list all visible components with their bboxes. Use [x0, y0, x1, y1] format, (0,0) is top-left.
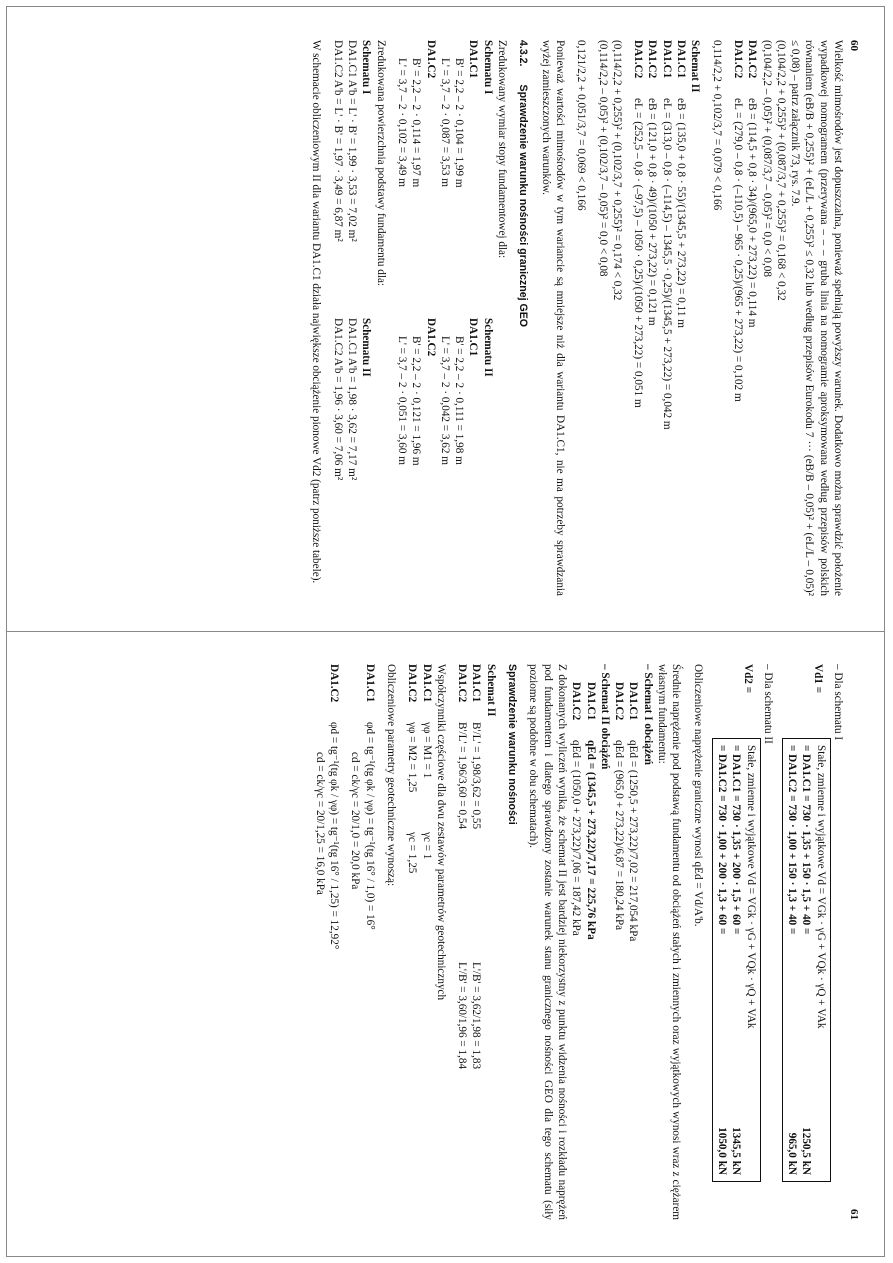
formula: eB = (114,5 + 0,8 · 34)/(965,0 + 273,22) = 0,114 m	[746, 98, 759, 328]
paragraph-conclusion: Z dokonanych wyliczeń wynika, że schemat II jest bardziej niekorzystny z punktu widzenia nośności i rozkładu naprężeń pod fundamentem i dlatego sprawdzony zostanie warunek stanu granicznego nośności GEO dla tego schematu (siły poziome są podobne w obu schematach).	[527, 664, 568, 1220]
box-line: = DA1.C1 = 730 · 1,35 + 200 · 1,5 + 60 =	[730, 745, 743, 935]
dim-line: B' = 2,2 – 2 · 0,121 = 1,96 m	[410, 336, 423, 466]
area-column-ii	[331, 318, 374, 596]
variant-label: DA1.C2	[406, 664, 419, 703]
variant-label: DA1.C1	[627, 682, 640, 721]
formula: qEd = (1250,5 + 273,22)/7,02 = 217,054 kPa	[627, 740, 640, 942]
formula: eL = (252,5 – 0,8 · (–97,5) – 1050 · 0,25)/(1050 + 273,22) = 0,051 m	[632, 98, 645, 408]
variant-label: DA1.C2	[613, 682, 626, 721]
ratio-a: B'/L' = 1,96/3,60 = 0,54	[456, 722, 469, 830]
variant-label: DA1.C2	[731, 40, 744, 79]
formula: qEd = (1345,5 + 273,22)/7,17 = 225,76 kPa	[584, 740, 597, 940]
area-line: DA1.C2 A'b = 1,96 · 3,60 = 7,06 m²	[331, 318, 344, 481]
dim-line: L' = 3,7 – 2 · 0,102 = 3,49 m	[395, 58, 408, 187]
area-line: DA1.C2 A'b = L' · B' = 1,97 · 3,49 = 6,87 m²	[331, 40, 344, 242]
variant-label: DA1.C2	[646, 40, 659, 79]
stress-row	[569, 664, 583, 1220]
paragraph-conclusion: W schemacie obliczeniowym II dla wariantu DA1.C1 działa największe obciążenie pionowe Vd2 (patrz poniższe tabele).	[310, 40, 323, 584]
phi-formula: φd = tg⁻¹(tg φk / γφ) = tg⁻¹(tg 16° / 1,0) = 16°	[363, 722, 376, 930]
list-heading: – Dla schematu II	[761, 664, 774, 744]
variant-label: DA1.C1	[467, 318, 480, 357]
box-line: Stałe, zmienne i wyjątkowe Vd = VGk · γG + VQk · γQ + VAk	[744, 745, 757, 1029]
subheading-schemat-ii: Schemat II	[484, 664, 497, 717]
section-number: 4.3.2.	[517, 40, 530, 67]
formula-row	[645, 40, 659, 596]
subheading: – Schemat II obciążeń	[598, 664, 611, 770]
formula-row	[674, 40, 688, 596]
ratio-row	[469, 664, 483, 1220]
formula-row	[631, 40, 645, 596]
column-head: Schematu II	[360, 318, 373, 377]
section-title: Sprawdzenie warunku nośności granicznej GEO	[517, 84, 530, 328]
subheading: – Schemat I obciążeń	[641, 664, 654, 765]
partial-b: γc = 1	[420, 832, 433, 860]
dims-column-ii	[395, 318, 495, 596]
variant-label: DA1.C1	[584, 682, 597, 721]
list-heading: – Dla schematu I	[832, 664, 844, 741]
check-line: 0,121/2,2 + 0,051/3,7 = 0,069 < 0,166	[575, 40, 588, 211]
column-head: Schematu I	[360, 40, 373, 95]
check-line: (0,114/2,2 + 0,255)² + (0,102/3,7 + 0,255)² = 0,174 < 0,32	[610, 40, 623, 301]
partial-row	[405, 664, 419, 1220]
variant-label: DA1.C1	[470, 664, 483, 703]
check-line: (0,104/2,2 + 0,255)² + (0,087/3,7 + 0,255)² = 0,168 < 0,32	[774, 40, 787, 301]
variant-label: DA1.C2	[424, 318, 437, 357]
param-intro: Obliczeniowe parametry geotechniczne wynoszą:	[384, 664, 397, 887]
phi-formula: φd = tg⁻¹(tg φk / γφ) = tg⁻¹(tg 16° / 1,25) = 12,92°	[328, 722, 341, 950]
variant-label: DA1.C1	[363, 664, 376, 703]
stress-row	[612, 664, 626, 1220]
formula: qEd = (965,0 + 273,22)/6,87 = 180,24 kPa	[613, 740, 626, 931]
box-value: 1250,5 kN	[800, 1127, 813, 1175]
reduced-intro: Zredukowany wymiar stopy fundamentowej dla:	[496, 40, 509, 259]
formula: qEd = (1050,0 + 273,22)/7,06 = 187,42 kPa	[570, 740, 583, 936]
variant-label: DA1.C1	[660, 40, 673, 79]
vd2-block	[712, 664, 761, 1220]
ratio-b: L'/B' = 3,60/1,96 = 1,84	[456, 962, 469, 1070]
column-head: Schematu II	[481, 318, 494, 377]
variant-label: DA1.C1	[420, 664, 433, 703]
dim-line: B' = 2,2 – 2 · 0,104 = 1,99 m	[453, 58, 466, 188]
variant-label: DA1.C1	[675, 40, 688, 79]
formula: eB = (135,0 + 0,8 · 55)/(1345,5 + 273,22) = 0,11 m	[675, 98, 688, 328]
box-line: Stałe, zmienne i wyjątkowe Vd = VGk · γG + VQk · γQ + VAk	[814, 745, 827, 1029]
dims-column-i	[395, 40, 495, 318]
stress-row	[626, 664, 640, 1220]
partial-intro: Współczynniki częściowe dla dwu zestawów parametrów geotechnicznych	[434, 664, 447, 1001]
box-value: 965,0 kN	[786, 1132, 799, 1175]
formula-row	[731, 40, 745, 596]
area-line: DA1.C1 A'b = L' · B' = 1,99 · 3,53 = 7,02 m²	[346, 40, 359, 242]
formula: eL = (313,0 – 0,8 · (–114,5) – 1345,5 · 0,25)/(1345,5 + 273,22) = 0,042 m	[660, 98, 673, 430]
partial-a: γφ = M2 = 1,25	[406, 722, 419, 793]
box-value: 1345,5 kN	[730, 1127, 743, 1175]
variant-label: DA1.C1	[467, 40, 480, 79]
formula: eL = (279,0 – 0,8 · (–110,5) – 965 · 0,25)/(965 + 273,22) = 0,102 m	[731, 98, 744, 402]
formula: eB = (121,0 + 0,8 · 49)/(1050 + 273,22) = 0,121 m	[646, 98, 659, 326]
box-line: = DA1.C2 = 730 · 1,00 + 200 · 1,3 + 60 =	[715, 745, 728, 935]
param-row	[327, 664, 341, 1220]
paragraph-eccentricity: Wielkość mimośrodów jest dopuszczalna, ponieważ spełniają powyższy warunek. Dodatkowo można sprawdzić położenie wypadkowej nomogramem (przerywana – – – gruba linia na nomogramie aproksymowana według przepisów polskich równaniem (eB/B + 0,255)² + (eL/L + 0,255)² ≤ 0,32 lub według przepisów Eurokodu 7 ··· (eB/B – 0,05)² + (eL/L – 0,05)² ≤ 0,08) – patrz załącznik 73, rys. 7.9.	[789, 40, 844, 596]
page-divider	[6, 631, 885, 632]
formula-row	[745, 40, 759, 596]
check-line: 0,114/2,2 + 0,102/3,7 = 0,079 < 0,166	[710, 40, 723, 211]
cd-formula: cd = ck/γc = 20/1,25 = 16,0 kPa	[313, 752, 326, 895]
ratio-row	[455, 664, 469, 1220]
check-title: Sprawdzenie warunku nośności	[506, 664, 519, 825]
stress-row	[583, 664, 597, 1220]
vd1-box	[782, 738, 831, 1182]
paragraph-note: Ponieważ wartości mimośrodów w tym wariancie są mniejsze niż dla wariantu DA1.C1, nie ma potrzeby sprawdzania wyżej zamieszczonych warunków.	[539, 40, 566, 596]
dim-line: L' = 3,7 – 2 · 0,087 = 3,53 m	[438, 58, 451, 187]
page-60	[9, 18, 869, 618]
box-line: = DA1.C2 = 730 · 1,00 + 150 · 1,3 + 40 =	[786, 745, 799, 935]
formula-row	[659, 40, 673, 596]
vd2-label: Vd2 =	[741, 664, 754, 694]
column-head: Schematu I	[481, 40, 494, 95]
variant-label: DA1.C2	[746, 40, 759, 79]
partial-a: γφ = M1 = 1	[420, 722, 433, 779]
vd1-label: Vd1 =	[811, 664, 824, 694]
variant-label: DA1.C2	[570, 682, 583, 721]
page-61	[9, 642, 869, 1242]
dim-line: L' = 3,7 – 2 · 0,042 = 3,62 m	[438, 336, 451, 465]
dim-line: B' = 2,2 – 2 · 0,111 = 1,98 m	[453, 336, 466, 465]
vd1-block	[782, 664, 831, 1220]
area-column-i	[331, 40, 374, 318]
subheading-schemat-ii: Schemat II	[689, 40, 702, 93]
box-value: 1050,0 kN	[715, 1127, 728, 1175]
dim-line: L' = 3,7 – 2 · 0,051 = 3,60 m	[395, 336, 408, 465]
vd2-box	[712, 738, 761, 1182]
partial-b: γc = 1,25	[406, 832, 419, 874]
ratio-b: L'/B' = 3,62/1,98 = 1,83	[470, 962, 483, 1070]
variant-label: DA1.C2	[328, 664, 341, 703]
check-line: (0,104/2,2 – 0,05)² + (0,087/3,7 – 0,05)² = 0,0 < 0,08	[760, 40, 773, 277]
page-number: 60	[848, 40, 860, 51]
area-intro: Zredukowana powierzchnia podstawy fundamentu dla:	[374, 40, 387, 287]
variant-label: DA1.C2	[424, 40, 437, 79]
ratio-a: B'/L' = 1,98/3,62 = 0,55	[470, 722, 483, 830]
page-number: 61	[848, 1209, 860, 1220]
dim-line: B' = 2,2 – 2 · 0,114 = 1,97 m	[410, 58, 423, 188]
check-line: (0,114/2,2 – 0,05)² + (0,102/3,7 – 0,05)² = 0,0 < 0,08	[596, 40, 609, 277]
param-row	[362, 664, 376, 1220]
cd-formula: cd = ck/γc = 20/1,0 = 20,0 kPa	[349, 752, 362, 890]
variant-label: DA1.C2	[456, 664, 469, 703]
variant-label: DA1.C2	[632, 40, 645, 79]
paragraph-mean-stress: Średnie naprężenie pod podstawą fundamentu od obciążeń stałych i zmiennych oraz wyjątkowych wynosi wraz z ciężarem własnym fundamentu:	[656, 664, 683, 1220]
partial-row	[419, 664, 433, 1220]
box-line: = DA1.C1 = 730 · 1,35 + 150 · 1,5 + 40 =	[800, 745, 813, 935]
area-line: DA1.C1 A'b = 1,98 · 3,62 = 7,17 m²	[346, 318, 359, 481]
qed-intro: Obliczeniowe naprężenie graniczne wynosi qEd = Vd/A'b.	[691, 664, 704, 927]
